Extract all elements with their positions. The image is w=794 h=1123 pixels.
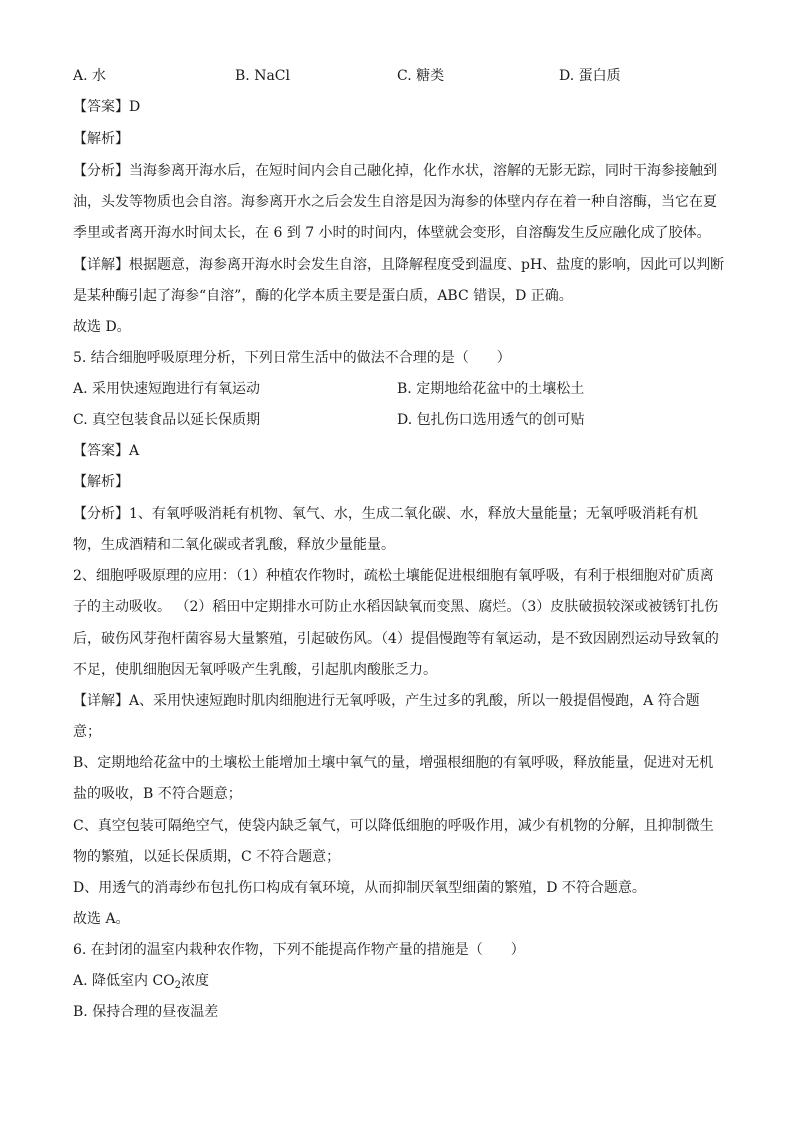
q5-detail-line: 意； — [73, 724, 101, 740]
q5-detail-line: 盐的吸收，B 不符合题意； — [73, 786, 242, 802]
q5-analysis-heading: 【解析】 — [73, 474, 129, 490]
q4-options — [73, 66, 728, 86]
q5-analysis-line: 【分析】1、有氧呼吸消耗有机物、氧气、水，生成二氧化碳、水，释放大量能量；无氧呼吸消耗有机 — [73, 506, 698, 522]
q5-analysis-line: 物，生成酒精和二氧化碳或者乳酸，释放少量能量。 — [73, 537, 395, 553]
q5-conclusion: 故选 A。 — [73, 911, 130, 927]
q6-stem: 6. 在封闭的温室内栽种农作物，下列不能提高作物产量的措施是（ ） — [73, 942, 525, 958]
q4-analysis-line: 季里或者离开海水时间太长，在 6 到 7 小时的时间内，体壁就会变形，自溶酶发生反应融化成了胶体。 — [73, 225, 711, 241]
q4-answer: 【答案】D — [73, 99, 141, 115]
q5-option-b: B. 定期地给花盆中的土壤松土 — [397, 381, 585, 397]
q4-analysis-line: 油，头发等物质也会自溶。海参离开水之后会发生自溶是因为海参的体壁内存在着一种自溶酶，当它在夏 — [73, 194, 717, 210]
q4-option-d: D. 蛋白质 — [559, 68, 621, 84]
q5-answer: 【答案】A — [73, 443, 140, 459]
q4-analysis-line: 【分析】当海参离开海水后，在短时间内会自己融化掉，化作水状，溶解的无影无踪，同时干海参接触到 — [73, 163, 717, 179]
q5-options-row — [73, 379, 728, 399]
q5-option-c: C. 真空包装食品以延长保质期 — [73, 412, 261, 428]
q5-detail-line: C、真空包装可隔绝空气，使袋内缺乏氧气，可以降低细胞的呼吸作用，减少有机物的分解，且抑制微生 — [73, 818, 714, 834]
q4-option-a: A. 水 — [73, 68, 107, 84]
q5-analysis-line: 2、细胞呼吸原理的应用：（1）种植农作物时，疏松土壤能促进根细胞有氧呼吸，有利于根细胞对矿质离 — [73, 568, 714, 584]
q6-option-a-text: A. 降低室内 CO — [73, 973, 175, 989]
q6-option-a — [73, 971, 728, 991]
q4-conclusion: 故选 D。 — [73, 319, 131, 335]
q4-option-b: B. NaCl — [235, 68, 290, 84]
q5-detail-line: B、定期地给花盆中的土壤松土能增加土壤中氧气的量，增强根细胞的有氧呼吸，释放能量，促进对无机 — [73, 755, 714, 771]
q5-option-d: D. 包扎伤口选用透气的创可贴 — [397, 412, 585, 428]
q5-analysis-line: 后，破伤风芽孢杆菌容易大量繁殖，引起破伤风。（4）提倡慢跑等有氧运动，是不致因剧烈运动导致氧的 — [73, 631, 719, 647]
q5-analysis-line: 子的主动吸收。 （2）稻田中定期排水可防止水稻因缺氧而变黑、腐烂。（3）皮肤破损较深或被锈钉扎伤 — [73, 599, 719, 615]
q5-detail-line: 物的繁殖，以延长保质期，C 不符合题意； — [73, 849, 341, 865]
q5-option-a: A. 采用快速短跑进行有氧运动 — [73, 381, 261, 397]
q6-option-b: B. 保持合理的昼夜温差 — [73, 1004, 219, 1020]
q4-detail-line: 【详解】根据题意，海参离开海水时会发生自溶，且降解程度受到温度、pH、盐度的影响，因此可以判断 — [73, 257, 725, 273]
q5-analysis-line: 不足，使肌细胞因无氧呼吸产生乳酸，引起肌肉酸胀乏力。 — [73, 662, 437, 678]
q6-option-a-suffix: 浓度 — [181, 973, 210, 989]
q4-analysis-heading: 【解析】 — [73, 131, 129, 147]
q6-option-a-subscript: 2 — [174, 980, 182, 991]
q5-detail-line: 【详解】A、采用快速短跑时肌肉细胞进行无氧呼吸，产生过多的乳酸，所以一般提倡慢跑，A 符合题 — [73, 693, 700, 709]
q5-stem: 5. 结合细胞呼吸原理分析，下列日常生活中的做法不合理的是（ ） — [73, 350, 511, 366]
q4-detail-line: 是某种酶引起了海参“自溶”，酶的化学本质主要是蛋白质，ABC 错误，D 正确。 — [73, 288, 573, 304]
q5-options-row — [73, 410, 728, 430]
q4-option-c: C. 糖类 — [397, 68, 445, 84]
q5-detail-line: D、用透气的消毒纱布包扎伤口构成有氧环境，从而抑制厌氧型细菌的繁殖，D 不符合题意。 — [73, 880, 646, 896]
